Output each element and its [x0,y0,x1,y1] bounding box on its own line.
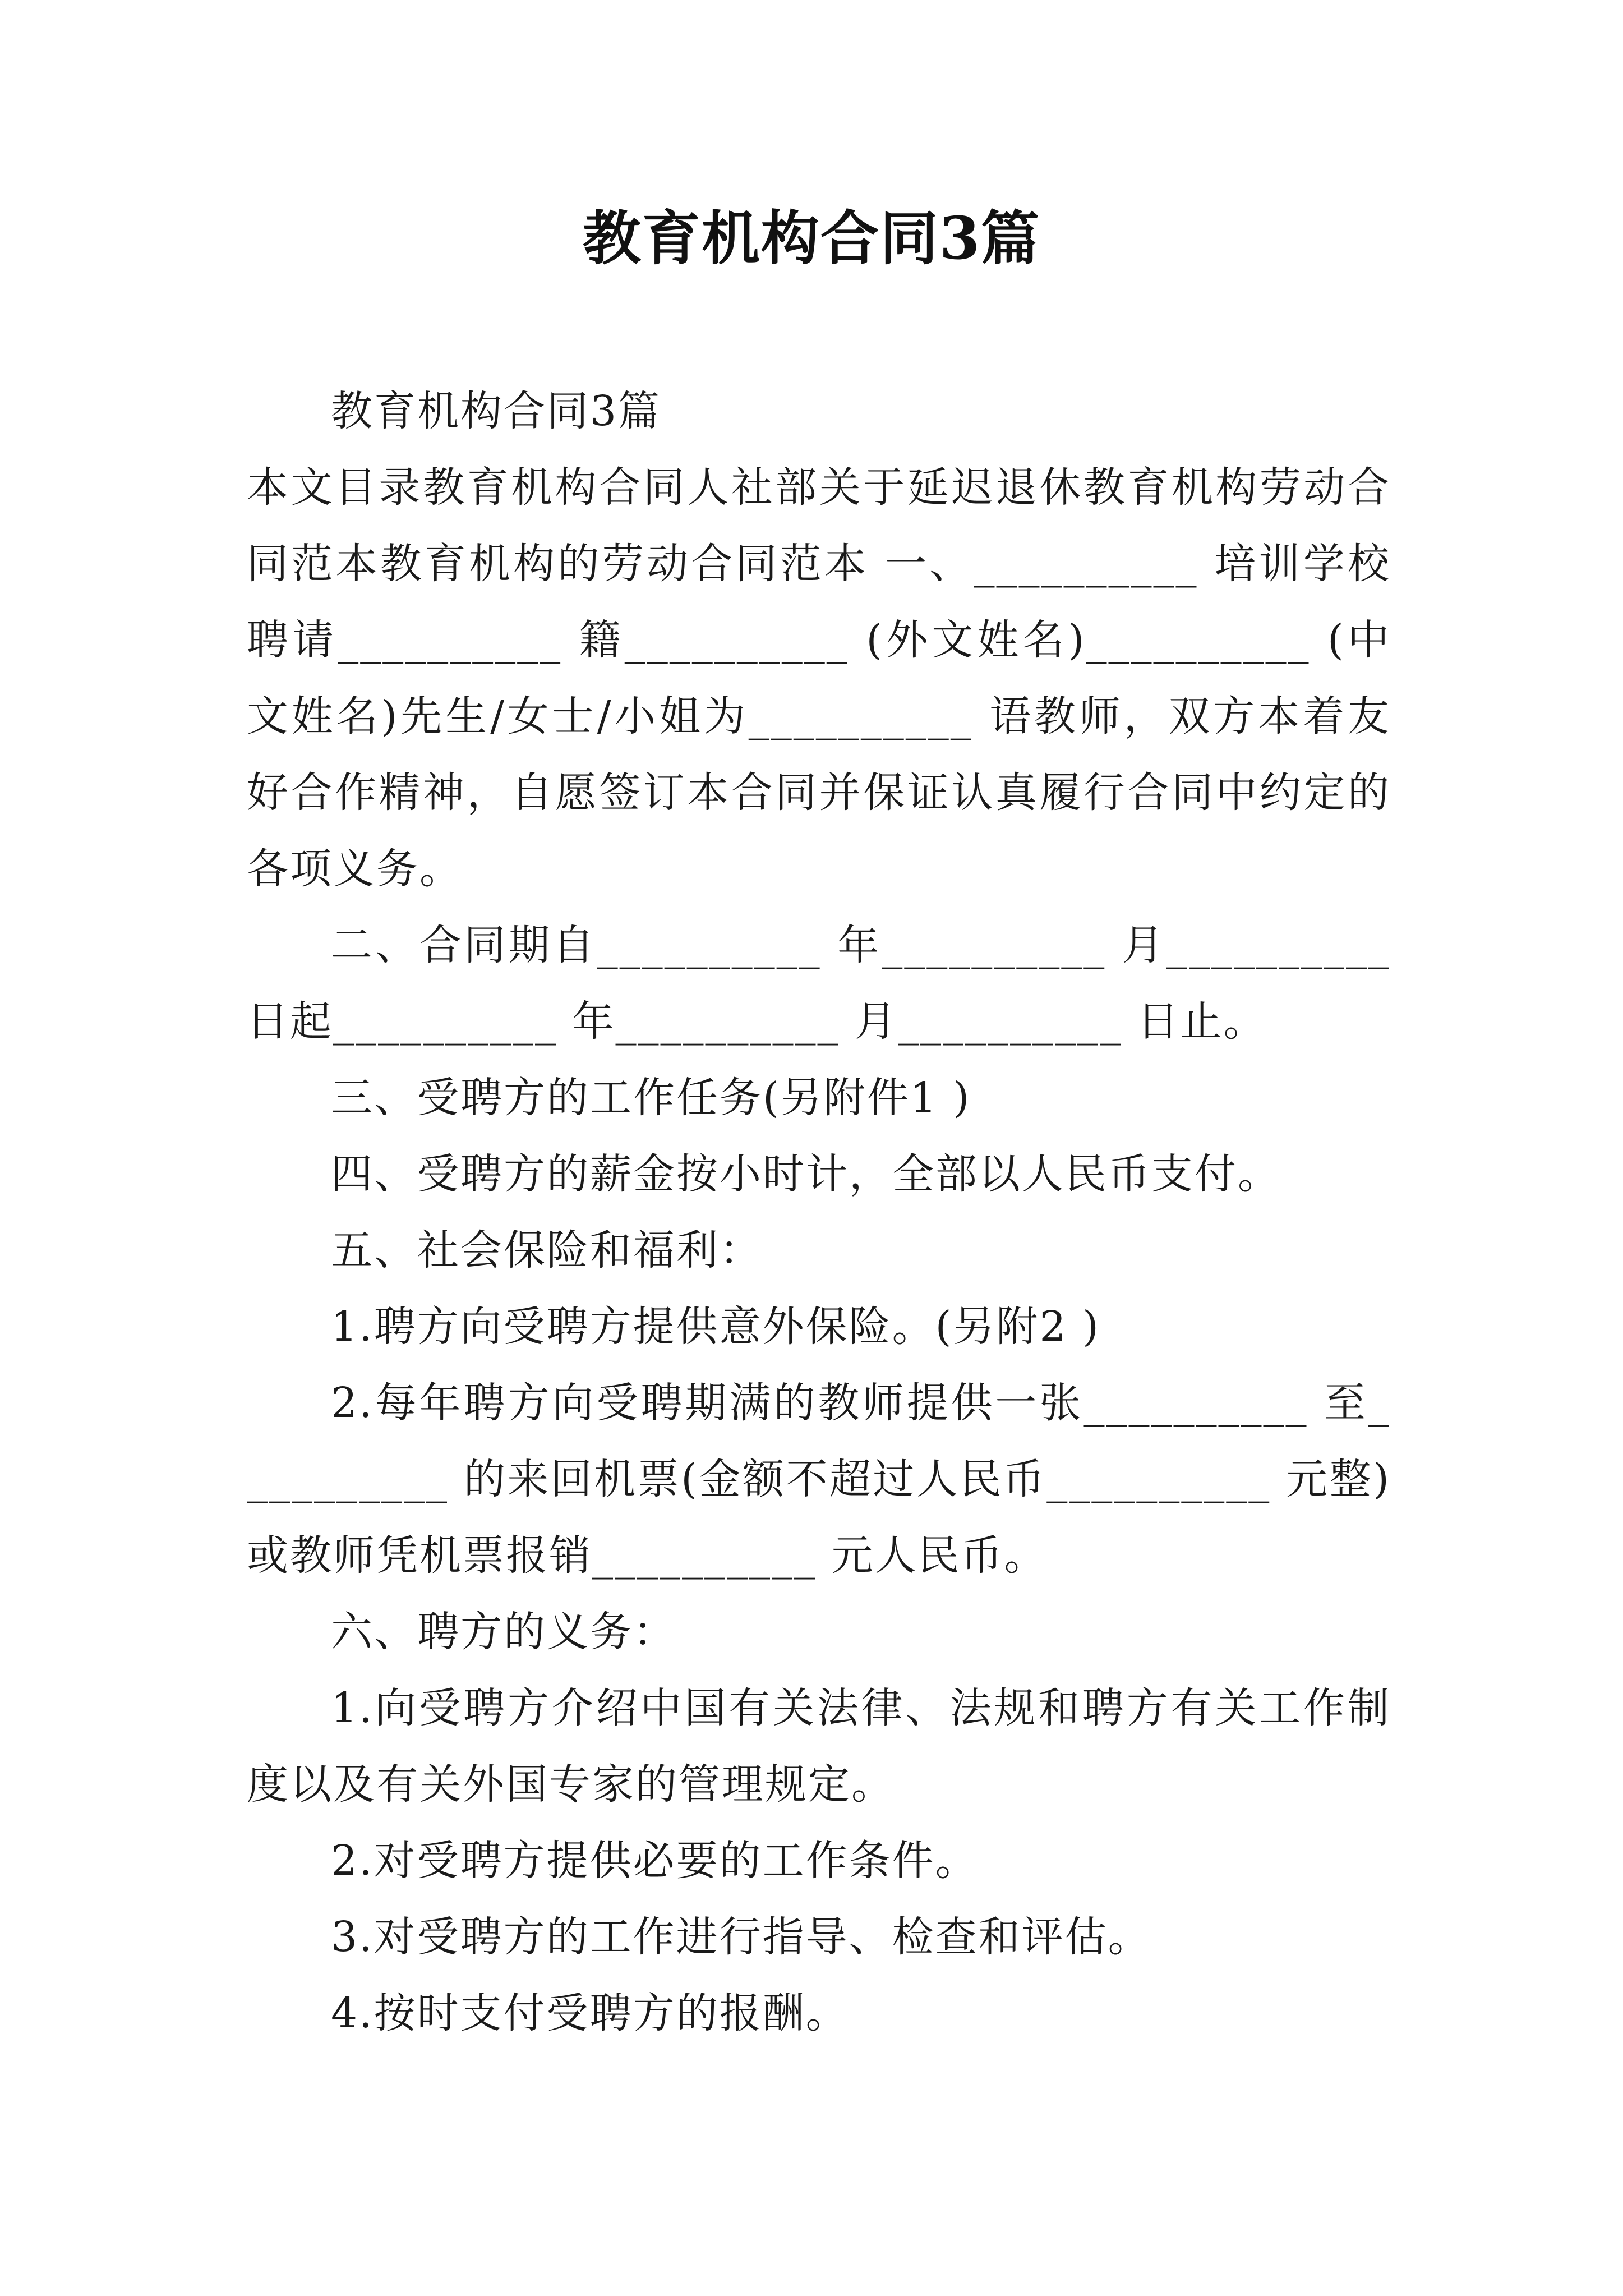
paragraph-salary: 四、受聘方的薪金按小时计，全部以人民币支付。 [331,1150,1281,1198]
paragraph-obligations-heading: 六、聘方的义务： [331,1608,676,1656]
document-body [247,373,1391,2051]
paragraph-insurance-2: 2.每年聘方向受聘期满的教师提供一张__________ 至__________ 的来回机票(金额不超过人民币__________ 元整)或教师凭机票报销__________ 元人民币。 [247,1379,1391,1580]
paragraph-work-tasks: 三、受聘方的工作任务(另附件1 ) [331,1074,971,1122]
document-title: 教育机构合同3篇 [582,204,1041,273]
paragraph-obligation-1: 1.向受聘方介绍中国有关法律、法规和聘方有关工作制度以及有关外国专家的管理规定。 [247,1684,1391,1809]
paragraph-subtitle: 教育机构合同3篇 [331,387,662,435]
paragraph-insurance-heading: 五、社会保险和福利： [331,1226,763,1274]
paragraph-obligation-2: 2.对受聘方提供必要的工作条件。 [331,1837,979,1885]
paragraph-contract-term: 二、合同期自__________ 年__________ 月__________ 日起__________ 年__________ 月__________ 日止。 [247,921,1391,1046]
paragraph-obligation-3: 3.对受聘方的工作进行指导、检查和评估。 [331,1913,1151,1961]
paragraph-insurance-1: 1.聘方向受聘方提供意外保险。(另附2 ) [331,1303,1100,1351]
paragraph-intro: 本文目录教育机构合同人社部关于延迟退休教育机构劳动合同范本教育机构的劳动合同范本 一、__________ 培训学校聘请__________ 籍__________ (外文姓名)__________ (中文姓名)先生/女士/小姐为__________ 语教师，双方本着友好合作精神，自愿签订本合同并保证认真履行合同中约定的各项义务。 [247,463,1391,893]
paragraph-obligation-4: 4.按时支付受聘方的报酬。 [331,1989,849,2037]
